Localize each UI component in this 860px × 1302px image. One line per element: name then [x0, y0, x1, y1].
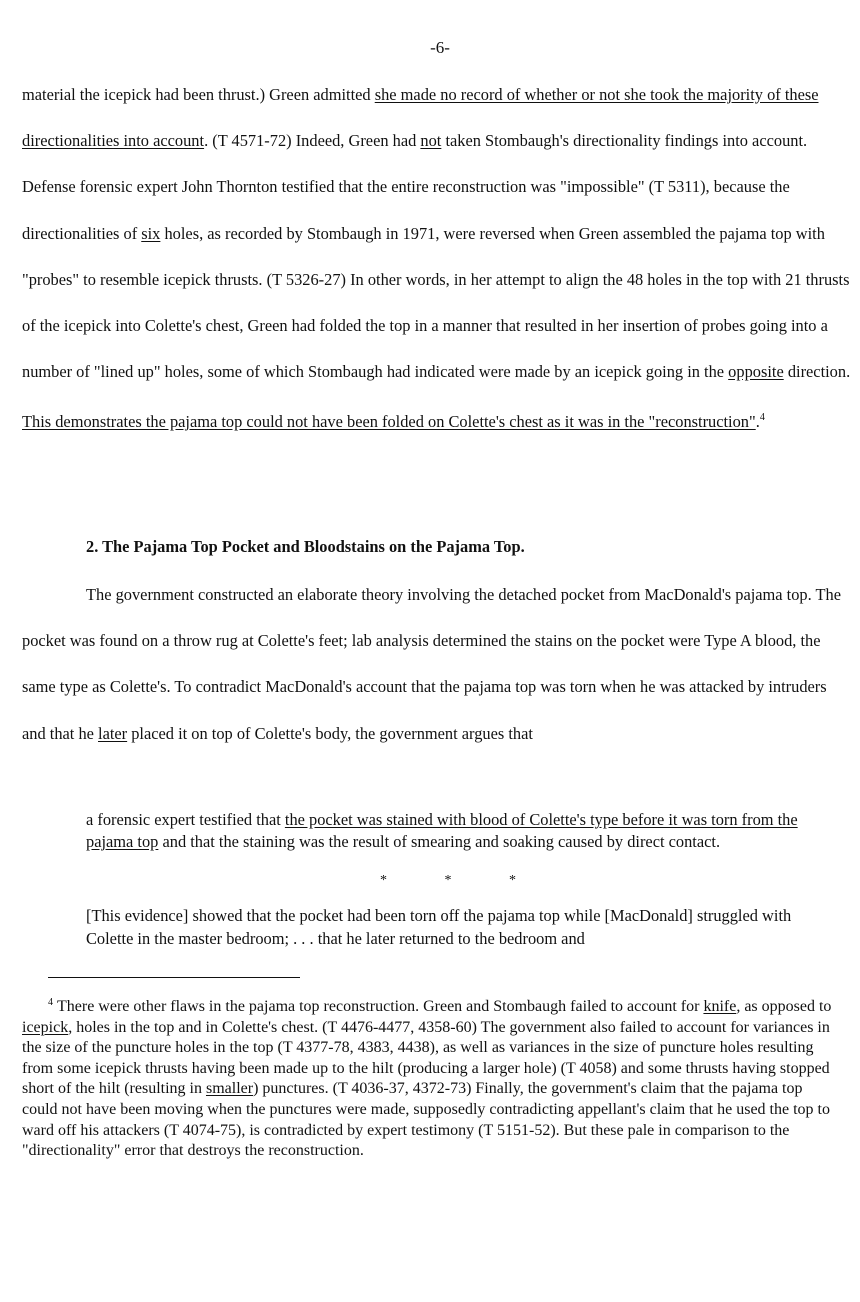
block-quote-2: [This evidence] showed that the pocket had been torn off the pajama top while [MacDonald] struggled with Colette in the master bedroom; . . . that he later returned to the bedroom and	[86, 906, 792, 948]
p2-text-1: The government constructed an elaborate theory involving the detached pocket from MacDonald's pajama top. The pocket was found on a throw rug at Colette's feet; lab analysis determined the stains on the pocket were Type A blood, the same type as Colette's. To contradict MacDonald's account that the pajama top was torn when he was attacked by intruders and that he	[22, 585, 841, 743]
p1-underlined-not: not	[420, 131, 442, 151]
footnote-underlined-smaller: smaller	[205, 1080, 254, 1098]
ellipsis-stars: * * *	[380, 873, 543, 888]
footnote-underlined-knife: knife	[703, 998, 737, 1015]
p1-text-1: material the icepick had been thrust.) Green admitted	[22, 85, 375, 104]
footnote-divider	[48, 977, 300, 978]
footnote-text-1: There were other flaws in the pajama top reconstruction. Green and Stombaugh failed to account for	[57, 998, 704, 1015]
section-heading: 2. The Pajama Top Pocket and Bloodstains on the Pajama Top.	[86, 537, 525, 556]
footnote-text-4: ) punctures. (T 4036-37, 4372-73) Finally, the government's claim that the pajama top could not have been moving when the punctures were made, supposedly contradicting appellant's claim that he used the top to ward off his attackers (T 4074-75), is contradicted by expert testimony (T 5151-52). But these pale in comparison to the "directionality" error that destroys the reconstruction.	[22, 1080, 830, 1160]
block-quote-1	[86, 809, 826, 853]
footnote-underlined-icepick: icepick	[22, 1018, 69, 1036]
footnote-reference: 4	[759, 412, 765, 424]
p1-text-2: . (T 4571-72) Indeed, Green had	[204, 131, 421, 151]
quote1-underlined: the pocket was stained with blood of Colette's type before it was torn from the pajama top	[86, 810, 798, 852]
p2-text-2: placed it on top of Colette's body, the government argues that	[127, 723, 533, 743]
quote1-text-1: a forensic expert testified that	[86, 810, 285, 829]
page-number: -6-	[430, 38, 450, 57]
p1-underlined-opposite: opposite	[728, 362, 784, 382]
p1-text-4: holes, as recorded by Stombaugh in 1971, were reversed when Green assembled the pajama top with "probes" to resemble icepick thrusts. (T 5326-27) In other words, in her attempt to align the 48 holes in the top with 21 thrusts of the icepick into Colette's chest, Green had folded the top in a manner that resulted in her insertion of probes going into a number of "lined up" holes, some of which Stombaugh had indicated were made by an icepick going in the	[22, 223, 850, 382]
p1-text-3: taken Stombaugh's directionality findings into account. Defense forensic expert John Thornton testified that the entire reconstruction was "impossible" (T 5311), because the directionalities of	[22, 131, 808, 243]
p1-text-5: direction.	[783, 362, 851, 382]
p1-underlined-conclusion: This demonstrates the pajama top could not have been folded on Colette's chest as it was in the "reconstruction"	[22, 412, 756, 432]
paragraph-1	[22, 72, 852, 446]
paragraph-pocket-theory	[22, 572, 852, 757]
p1-underlined-six: six	[141, 223, 161, 243]
p2-underlined-later: later	[98, 723, 128, 743]
paragraph-2	[22, 572, 852, 757]
p1-underlined-record: she made no record of whether or not she took the majority of these directionalities into account	[22, 85, 819, 151]
footnote-mark: 4	[48, 997, 53, 1008]
p1-text-6: .	[755, 412, 760, 432]
quote1-text-2: and that the staining was the result of smearing and soaking caused by direct contact.	[158, 832, 721, 852]
paragraph-reconstruction-flaws	[22, 72, 852, 446]
footnote-4	[22, 993, 842, 1162]
footnote-text-3: , holes in the top and in Colette's chest. (T 4476-4477, 4358-60) The government also failed to account for variances in the size of the puncture holes in the top (T 4377-78, 4383, 4438), as well as variances in the size of puncture holes resulting from some icepick thrusts having been made up to the hilt (producing a larger hole) (T 4058) and some thrusts having stopped short of the hilt (resulting in	[22, 1018, 830, 1098]
footnote-text-2: , as opposed to	[736, 998, 832, 1015]
